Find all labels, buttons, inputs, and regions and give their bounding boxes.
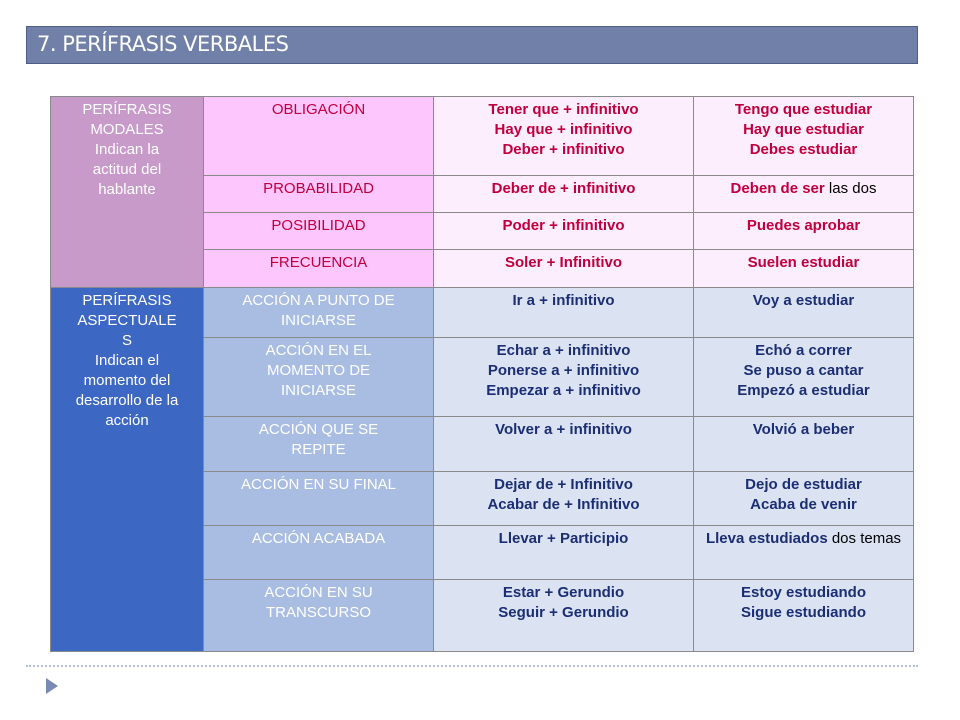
category-cell: ACCIÓN EN EL MOMENTO DE INICIARSE [204,338,434,417]
category-cell: FRECUENCIA [204,250,434,288]
category-cell: PROBABILIDAD [204,176,434,213]
example-cell: Echó a correr Se puso a cantar Empezó a estudiar [694,338,914,417]
form-cell: Volver a + infinitivo [434,417,694,472]
category-cell: ACCIÓN A PUNTO DE INICIARSE [204,288,434,338]
footer-divider [26,665,918,667]
modales-heading-line: PERÍFRASIS [82,101,172,118]
aspectuales-heading-line: momento del [83,372,171,389]
modales-heading-line: Indican la [94,141,160,158]
aspectuales-heading-line: ASPECTUALE [77,312,177,329]
example-cell: Dejo de estudiar Acaba de venir [694,472,914,526]
category-cell: ACCIÓN QUE SE REPITE [204,417,434,472]
aspectuales-heading-line: S [121,332,132,349]
form-cell: Ir a + infinitivo [434,288,694,338]
periphrasis-table [50,96,914,652]
form-cell: Tener que + infinitivo Hay que + infinitivo Deber + infinitivo [434,97,694,176]
triangle-bullet-icon [46,678,58,694]
form-cell: Deber de + infinitivo [434,176,694,213]
table-row [51,288,914,338]
form-cell: Echar a + infinitivo Ponerse a + infinitivo Empezar a + infinitivo [434,338,694,417]
form-cell: Soler + Infinitivo [434,250,694,288]
example-cell: Deben de ser las dos [694,176,914,213]
modales-heading-cell [51,97,204,288]
form-cell: Poder + infinitivo [434,213,694,250]
category-cell: OBLIGACIÓN [204,97,434,176]
aspectuales-heading-cell [51,288,204,652]
form-cell: Dejar de + Infinitivo Acabar de + Infinitivo [434,472,694,526]
example-cell: Voy a estudiar [694,288,914,338]
aspectuales-heading-line: PERÍFRASIS [82,292,172,309]
example-cell: Estoy estudiando Sigue estudiando [694,580,914,652]
example-cell: Puedes aprobar [694,213,914,250]
example-cell: Suelen estudiar [694,250,914,288]
example-cell: Volvió a beber [694,417,914,472]
category-cell: ACCIÓN ACABADA [204,526,434,580]
example-cell: Lleva estudiados dos temas [694,526,914,580]
aspectuales-heading-line: Indican el [94,352,160,369]
form-cell: Llevar + Participio [434,526,694,580]
title-bar [26,26,918,64]
modales-heading-line: hablante [98,181,156,198]
aspectuales-heading-line: acción [105,412,149,429]
modales-heading-line: MODALES [90,121,164,138]
page-title: 7. PERÍFRASIS VERBALES [37,32,289,56]
aspectuales-heading-line: desarrollo de la [75,392,179,409]
table-row [51,97,914,176]
category-cell: POSIBILIDAD [204,213,434,250]
modales-heading-line: actitud del [92,161,162,178]
category-cell: ACCIÓN EN SU FINAL [204,472,434,526]
form-cell: Estar + Gerundio Seguir + Gerundio [434,580,694,652]
example-cell: Tengo que estudiar Hay que estudiar Debes estudiar [694,97,914,176]
category-cell: ACCIÓN EN SU TRANSCURSO [204,580,434,652]
